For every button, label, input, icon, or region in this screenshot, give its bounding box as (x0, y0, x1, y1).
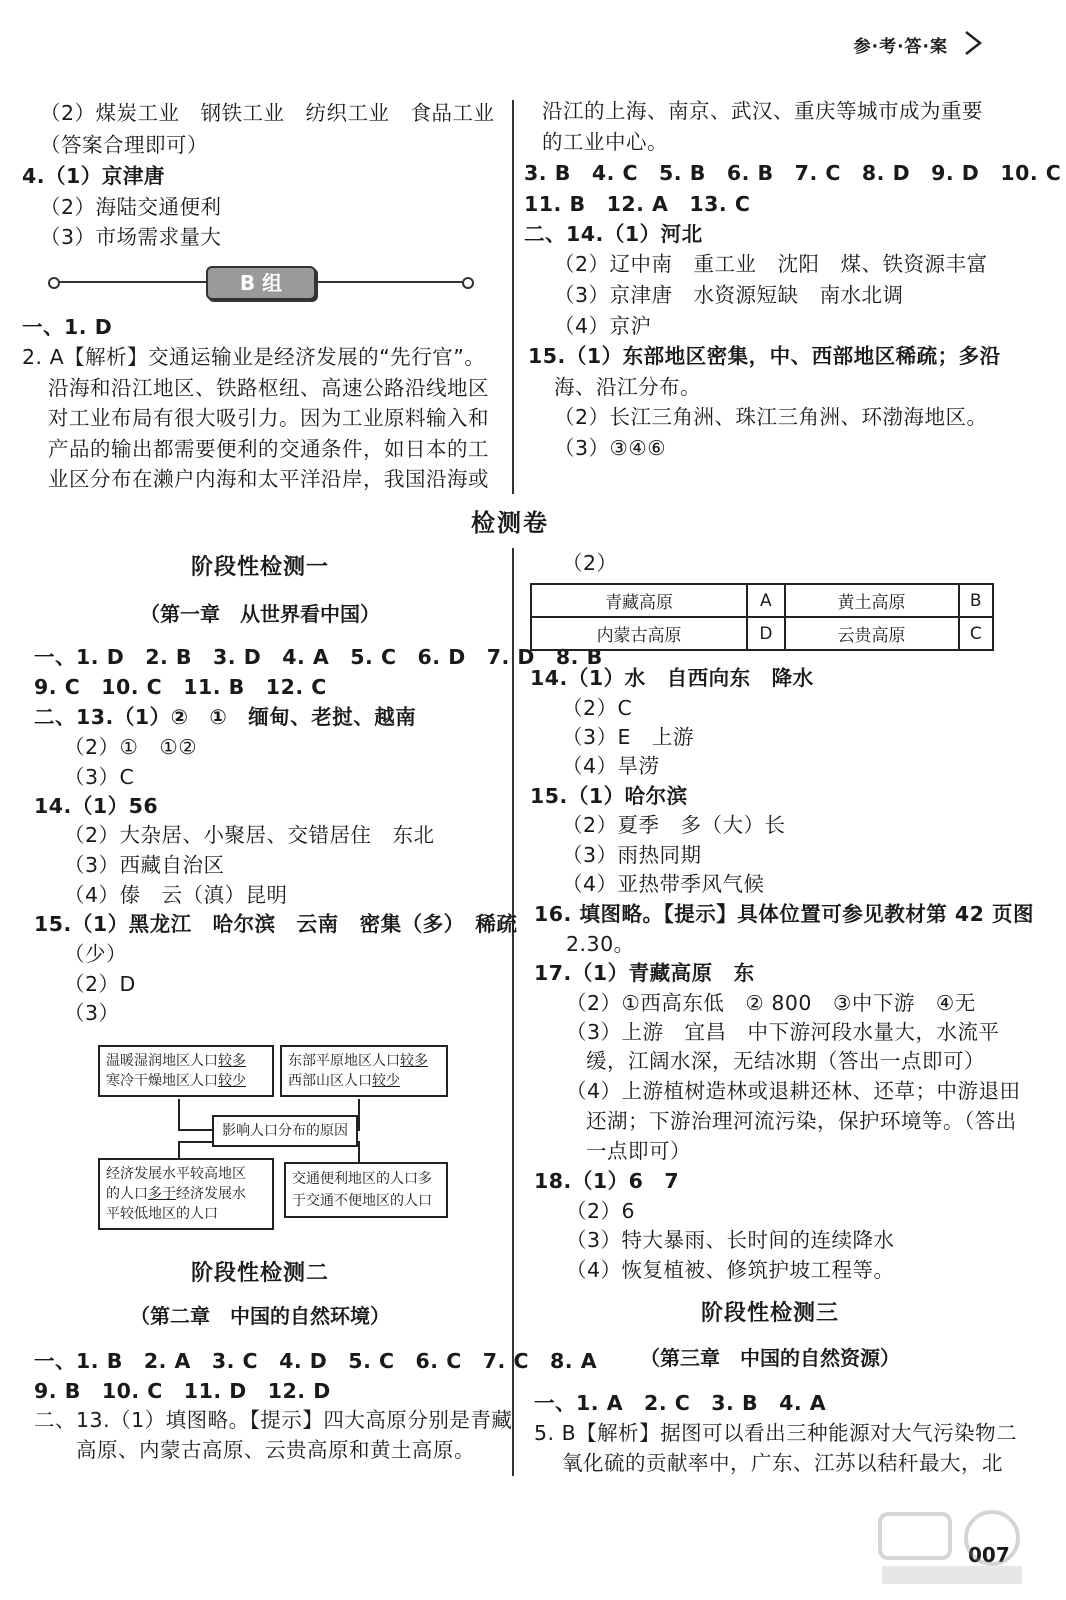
answer-line: 15.（1）东部地区密集，中、西部地区稀疏；多沿 (528, 344, 1001, 368)
flow-text-underlined: 较少 (372, 1073, 400, 1089)
flow-connector (358, 1099, 360, 1129)
answer-line: （4）上游植树造林或退耕还林、还草；中游退田 (566, 1079, 1021, 1103)
table-cell: 云贵高原 (785, 617, 959, 650)
answer-line: （3）西藏自治区 (64, 853, 225, 877)
answer-line: 4.（1）京津唐 (22, 164, 165, 188)
answer-line: （3）市场需求量大 (40, 225, 222, 249)
table-cell: C (959, 617, 994, 650)
answer-line: 高原、内蒙古高原、云贵高原和黄土高原。 (76, 1438, 475, 1462)
test3-title: 阶段性检测三 (700, 1301, 839, 1326)
answer-line: 15.（1）黑龙江 哈尔滨 云南 密集（多） 稀疏 (34, 912, 518, 936)
answer-line: （3）上游 宜昌 中下游河段水量大，水流平 (566, 1020, 1000, 1044)
answer-line: （4）恢复植被、修筑护坡工程等。 (566, 1258, 895, 1282)
table-cell: B (959, 584, 994, 617)
flow-text: 经济发展水 (176, 1186, 246, 1202)
answer-line: （3）③④⑥ (554, 436, 667, 460)
group-b-badge: B 组 (206, 266, 316, 300)
flow-text-underlined: 较多 (400, 1053, 428, 1069)
flow-box-economy (98, 1158, 274, 1230)
flow-connector (356, 1129, 360, 1131)
flow-connector (178, 1141, 214, 1143)
answer-line: （2）辽中南 重工业 沈阳 煤、铁资源丰富 (554, 252, 988, 276)
flow-text-underlined: 较多 (218, 1053, 246, 1069)
answer-line: （4）傣 云（滇）昆明 (64, 883, 288, 907)
flow-box-climate (98, 1045, 274, 1097)
table-row (531, 617, 993, 650)
answer-line: 14.（1）水 自西向东 降水 (530, 666, 814, 690)
answer-line: （2）6 (566, 1199, 636, 1223)
answer-line: 3. B 4. C 5. B 6. B 7. C 8. D 9. D 10. C (524, 161, 1062, 185)
answer-line: 氧化硫的贡献率中，广东、江苏以秸秆最大，北 (562, 1451, 1003, 1475)
answer-line: 的工业中心。 (542, 130, 668, 154)
answer-line: （2）长江三角洲、珠江三角洲、环渤海地区。 (554, 405, 988, 429)
flow-connector (178, 1141, 180, 1159)
answer-line: 11. B 12. A 13. C (524, 192, 751, 216)
table-cell: D (747, 617, 784, 650)
answer-line: （2）C (562, 696, 633, 720)
page-number: 007 (968, 1543, 1010, 1567)
answer-line: （2）夏季 多（大）长 (562, 813, 786, 837)
answer-line: （3）京津唐 水资源短缺 南水北调 (554, 283, 904, 307)
answer-line: 5. B【解析】据图可以看出三种能源对大气污染物二 (534, 1421, 1018, 1445)
divider-line (58, 281, 208, 283)
flow-text: 的人口 (106, 1186, 148, 1202)
plateau-table (530, 583, 994, 651)
test3-subtitle: （第三章 中国的自然资源） (640, 1346, 900, 1370)
answer-line: （2）①西高东低 ② 800 ③中下游 ④无 (566, 991, 976, 1015)
flow-text-underlined: 多于 (148, 1186, 176, 1202)
answer-line: （4）京沪 (554, 314, 652, 338)
flow-text: 西部山区人口 (288, 1073, 372, 1089)
table-cell: 黄土高原 (785, 584, 959, 617)
answer-line: （2）大杂居、小聚居、交错居住 东北 (64, 823, 435, 847)
table-cell: 青藏高原 (531, 584, 747, 617)
flow-box-transport (284, 1162, 448, 1218)
answer-line: （4）亚热带季风气候 (562, 872, 765, 896)
flow-connector (358, 1141, 360, 1163)
answer-line: 沿江的上海、南京、武汉、重庆等城市成为重要 (542, 99, 983, 123)
column-divider (512, 548, 514, 1476)
flow-box-terrain (280, 1045, 448, 1097)
test2-title: 阶段性检测二 (190, 1261, 329, 1286)
answer-line: 一、1. D (22, 315, 113, 339)
answer-line: 缓，江阔水深，无结冰期（答出一点即可） (586, 1049, 985, 1073)
answer-line: （2）煤炭工业 钢铁工业 纺织工业 食品工业 (40, 101, 495, 125)
answer-line: 17.（1）青藏高原 东 (534, 961, 755, 985)
answer-line: 产品的输出都需要便利的交通条件，如日本的工 (48, 437, 489, 461)
flow-connector (178, 1129, 214, 1131)
answer-line: （2）D (64, 972, 136, 996)
answer-line: 业区分布在濑户内海和太平洋沿岸，我国沿海或 (48, 467, 489, 491)
answer-line: 还湖；下游治理河流污染，保护环境等。（答出 (586, 1109, 1017, 1133)
flow-text: 于交通不便地区的人口 (292, 1193, 432, 1209)
answer-line: 14.（1）56 (34, 794, 159, 818)
answer-line: （答案合理即可） (40, 133, 208, 157)
answer-line: （2）海陆交通便利 (40, 195, 222, 219)
answer-line: （3）特大暴雨、长时间的连续降水 (566, 1228, 895, 1252)
answer-line: 15.（1）哈尔滨 (530, 784, 688, 808)
flow-text: 寒冷干燥地区人口 (106, 1073, 218, 1089)
answer-line: 一点即可） (586, 1139, 691, 1163)
table-row (531, 584, 993, 617)
flow-text: 平较低地区的人口 (106, 1206, 218, 1222)
answer-line: 对工业布局有很大吸引力。因为工业原料输入和 (48, 406, 489, 430)
test2-subtitle: （第二章 中国的自然环境） (130, 1304, 390, 1328)
flow-text: 交通便利地区的人口多 (292, 1171, 432, 1187)
answer-line: 海、沿江分布。 (554, 375, 701, 399)
test1-title: 阶段性检测一 (190, 555, 329, 580)
answer-line: 2. A【解析】交通运输业是经济发展的“先行官”。 (22, 345, 486, 369)
flow-box-center: 影响人口分布的原因 (212, 1115, 358, 1147)
answer-line: 二、13.（1）② ① 缅甸、老挝、越南 (34, 705, 417, 729)
divider-line (314, 281, 464, 283)
answer-line: 二、14.（1）河北 (524, 222, 703, 246)
watermark-logo-icon (872, 1500, 1032, 1590)
answer-line: 沿海和沿江地区、铁路枢纽、高速公路沿线地区 (48, 376, 489, 400)
column-divider (512, 100, 514, 494)
answer-line: （3）E 上游 (562, 725, 694, 749)
answer-line: （3）C (64, 765, 135, 789)
divider-dot (462, 277, 474, 289)
answer-line: （3）雨热同期 (562, 843, 702, 867)
table-cell: 内蒙古高原 (531, 617, 747, 650)
answer-line: 9. B 10. C 11. D 12. D (34, 1379, 331, 1403)
table-cell: A (747, 584, 784, 617)
answer-line: 一、1. B 2. A 3. C 4. D 5. C 6. C 7. C 8. A (34, 1349, 598, 1373)
answer-line: （少） (64, 942, 127, 966)
answer-line: 2.30。 (566, 932, 635, 956)
flow-text: 温暖湿润地区人口 (106, 1053, 218, 1069)
answer-line: （3） (64, 1001, 120, 1025)
flow-text: 东部平原地区人口 (288, 1053, 400, 1069)
page-header-label: 参·考·答·案 (853, 37, 948, 57)
answer-line: 16. 填图略。【提示】具体位置可参见教材第 42 页图 (534, 902, 1035, 926)
answer-line: 9. C 10. C 11. B 12. C (34, 675, 327, 699)
answer-line: 二、13.（1）填图略。【提示】四大高原分别是青藏 (34, 1408, 513, 1432)
answer-line: 18.（1）6 7 (534, 1169, 680, 1193)
answer-line: 一、1. A 2. C 3. B 4. A (534, 1391, 827, 1415)
flow-text: 经济发展水平较高地区 (106, 1166, 246, 1182)
answer-line: （4）旱涝 (562, 754, 660, 778)
chevron-right-icon (960, 30, 986, 56)
section-title: 检测卷 (471, 509, 549, 537)
test1-subtitle: （第一章 从世界看中国） (140, 602, 380, 626)
answer-line: 一、1. D 2. B 3. D 4. A 5. C 6. D 7. D 8. B (34, 645, 603, 669)
answer-line: （2） (562, 551, 618, 575)
divider-dot (48, 277, 60, 289)
flow-connector (178, 1099, 180, 1129)
answer-line: （2）① ①② (64, 735, 198, 759)
flow-text-underlined: 较少 (218, 1073, 246, 1089)
